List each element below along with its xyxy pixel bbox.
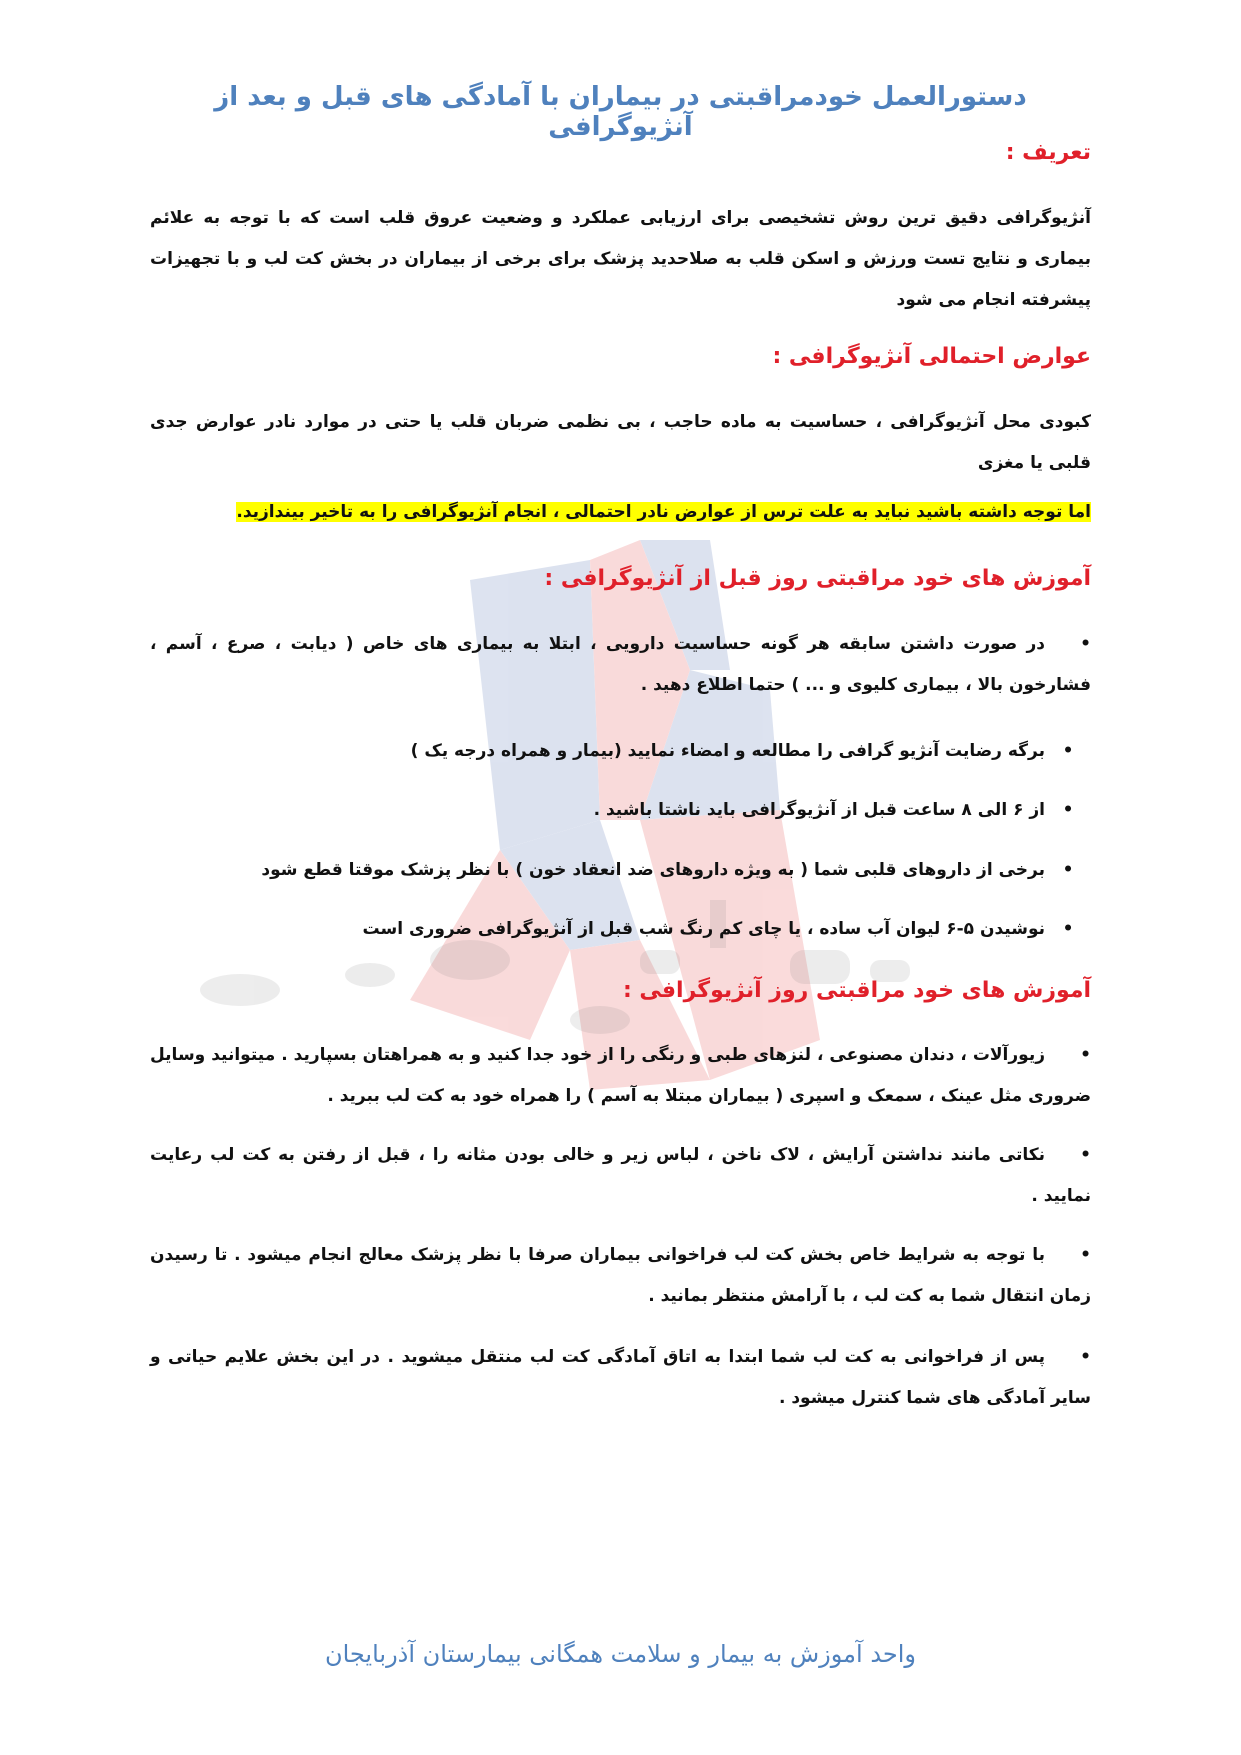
bullet-icon: • [1080,634,1091,654]
document-title: دستورالعمل خودمراقبتی در بیماران با آمادگی های قبل و بعد از آنژیوگرافی [214,82,1027,142]
bullet-icon: • [1080,1347,1091,1367]
highlighted-note: اما توجه داشته باشید نباید به علت ترس از عوارض نادر احتمالی ، انجام آنژیوگرافی را به تاخیر بیندازید. [236,502,1091,522]
day-of-heading: آموزش های خود مراقبتی روز آنژیوگرافی : [622,978,1091,1003]
before-item-4 [150,855,1091,885]
day-of-item-text: نکاتی مانند نداشتن آرایش ، لاک ناخن ، لباس زیر و خالی بودن مثانه را ، قبل از رفتن به کت لب رعایت نمایید . [150,1145,1091,1206]
before-item-text: نوشیدن ۵-۶ لیوان آب ساده ، یا چای کم رنگ شب قبل از آنژیوگرافی ضروری است [362,919,1045,939]
day-of-item-text: پس از فراخوانی به کت لب شما ابتدا به اتاق آمادگی کت لب منتقل میشوید . در این بخش علایم حیاتی و سایر آمادگی های شما کنترل میشود . [150,1347,1091,1408]
before-item-text: در صورت داشتن سابقه هر گونه حساسیت دارویی ، ابتلا به بیماری های خاص ( دیابت ، صرع ، آسم ، فشارخون بالا ، بیماری کلیوی و ... ) حتما اطلاع دهید . [150,634,1091,695]
day-of-item-4 [150,1337,1091,1419]
definition-heading: تعریف : [1005,140,1091,165]
bullet-icon: • [1062,800,1074,820]
before-item-text: از ۶ الی ۸ ساعت قبل از آنژیوگرافی باید ناشتا باشید . [593,800,1045,820]
before-item-text: برگه رضایت آنژیو گرافی را مطالعه و امضاء نمایید (بیمار و همراه درجه یک ) [410,741,1045,761]
bullet-icon: • [1080,1245,1091,1265]
complications-heading: عوارض احتمالی آنژیوگرافی : [772,344,1091,369]
before-heading: آموزش های خود مراقبتی روز قبل از آنژیوگرافی : [544,566,1091,591]
bullet-icon: • [1080,1045,1091,1065]
before-item-text: برخی از داروهای قلبی شما ( به ویژه داروهای ضد انعقاد خون ) با نظر پزشک موقتا قطع شود [261,860,1045,880]
before-item-3 [150,795,1091,825]
bullet-icon: • [1062,919,1074,939]
day-of-item-text: زیورآلات ، دندان مصنوعی ، لنزهای طبی و رنگی را از خود جدا کنید و به همراهتان بسپارید . میتوانید وسایل ضروری مثل عینک ، سمعک و اسپری ( بیماران مبتلا به آسم ) را همراه خود به کت لب ببرید . [150,1045,1091,1106]
complications-note [150,492,1091,533]
before-item-5 [150,914,1091,944]
complications-text: کبودی محل آنژیوگرافی ، حساسیت به ماده حاجب ، بی نظمی ضربان قلب یا حتی در موارد نادر عوارض جدی قلبی یا مغزی [150,412,1091,473]
before-item-2 [150,736,1091,766]
before-item-1 [150,624,1091,706]
day-of-item-1 [150,1035,1091,1117]
day-of-item-3 [150,1235,1091,1317]
bullet-icon: • [1062,741,1074,761]
day-of-item-text: با توجه به شرایط خاص بخش کت لب فراخوانی بیماران صرفا با نظر پزشک معالج انجام میشود . تا رسیدن زمان انتقال شما به کت لب ، با آرامش منتظر بمانید . [150,1245,1091,1306]
day-of-item-2 [150,1135,1091,1217]
definition-text: آنژیوگرافی دقیق ترین روش تشخیصی برای ارزیابی عملکرد و وضعیت عروق قلب است که با توجه به علائم بیماری و نتایج تست ورزش و اسکن قلب به صلاحدید پزشک برای برخی از بیماران در بخش کت لب و با تجهیزات پیشرفته انجام می شود [150,208,1091,310]
document-footer: واحد آموزش به بیمار و سلامت همگانی بیمارستان آذربایجان [324,1640,917,1668]
bullet-icon: • [1062,860,1074,880]
bullet-icon: • [1080,1145,1091,1165]
